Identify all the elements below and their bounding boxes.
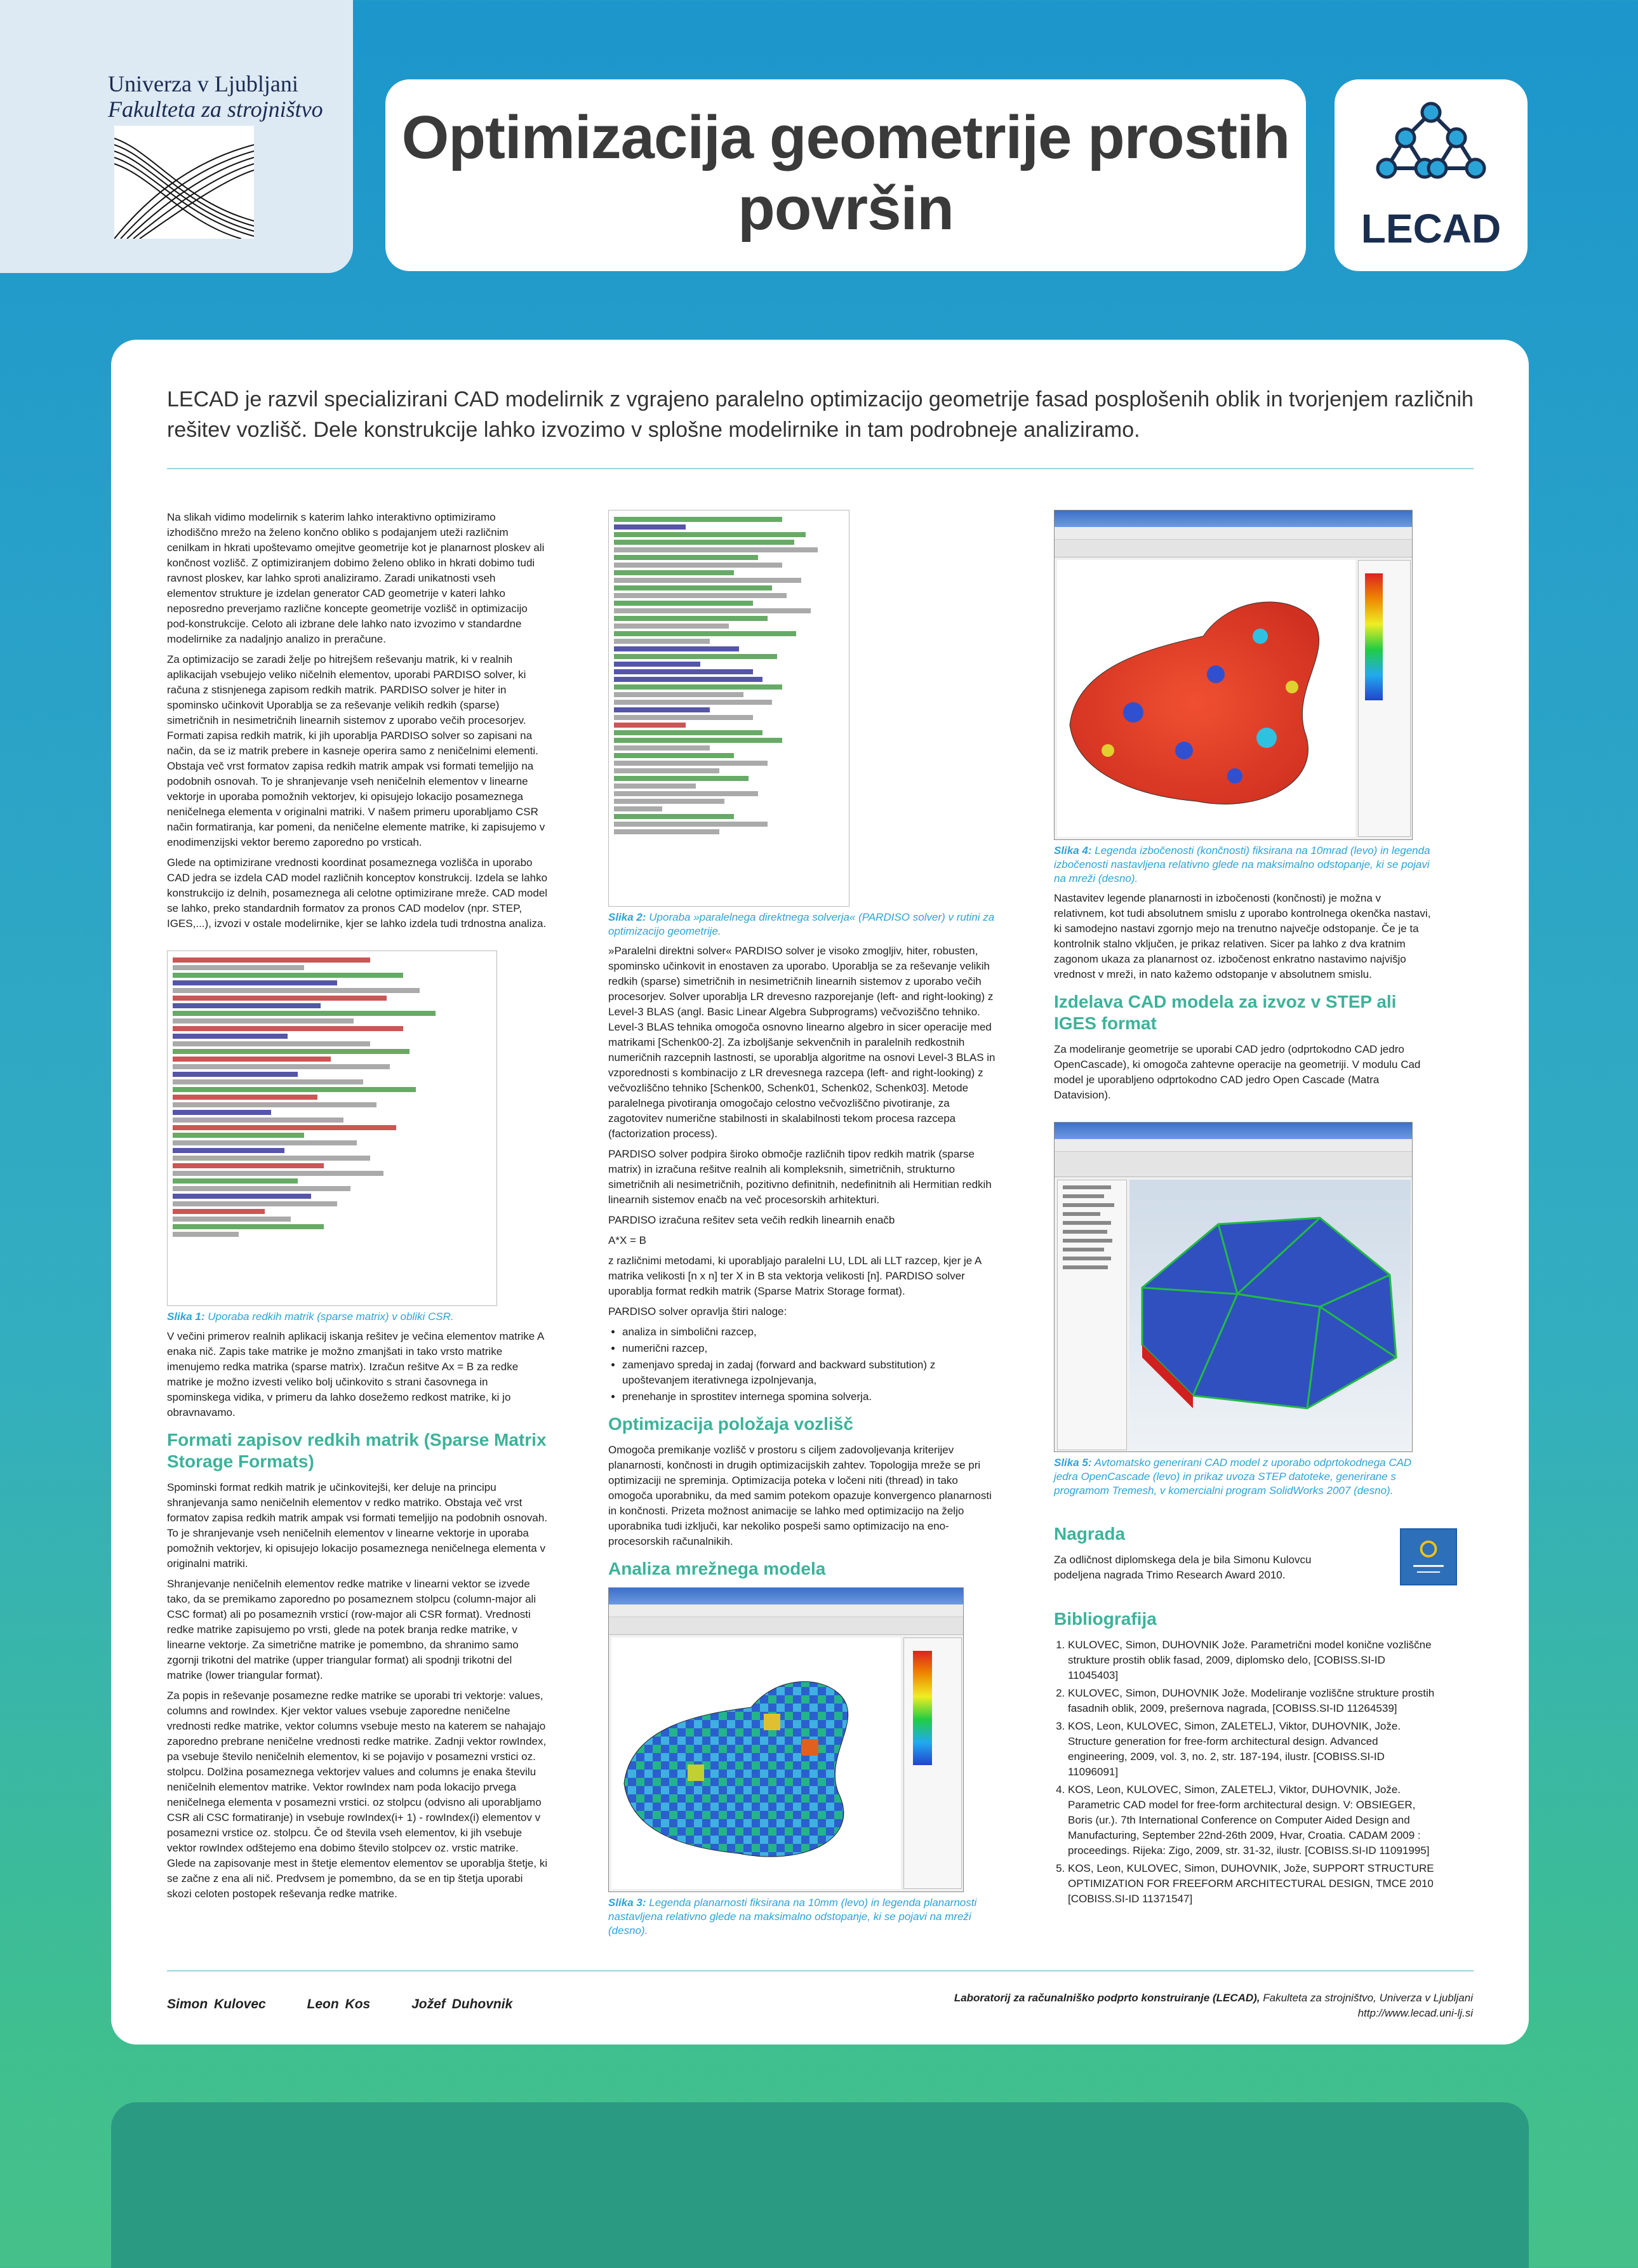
figure-2-caption xyxy=(608,911,1001,938)
university-panel xyxy=(0,0,353,273)
col2-paragraph-2: PARDISO solver podpira široko območje različnih tipov redkih matrik (sparse matrix) in izračuna rešitve realnih ali kompleksnih, simetričnih, strukturno simetričnih ali nesimetričnih, pozitivno definitnih, nedefinitnih ali Hermitian redkih linearnih sistemov enačb na več procesorskih arhitekturi. xyxy=(608,1148,992,1206)
faculty-line: Fakulteta za strojništvo xyxy=(108,97,323,122)
col1-paragraph-5: Spominski format redkih matrik je učinkovitejši, ker deluje na principu shranjevanja samo neničelnih elementov v redko matriko. Obstaja več vrst formatov zapisa redkih matrik ampak vsi formati temeljijo na podobnih osnovah. To je shranjevanje vseh neničelnih elementov v linearne vektorje in uporaba pomožnih vektorjev, ki opisujejo lokacijo posameznega neničelnega elementa v originalni matriki. xyxy=(167,1481,548,1570)
university-name xyxy=(108,71,324,122)
figure-4-number: Slika 4: xyxy=(1054,844,1092,857)
column-3 xyxy=(1054,510,1435,1909)
figure-4-caption xyxy=(1054,844,1435,886)
title-panel xyxy=(385,79,1306,271)
list-item: • prenehanje in sprostitev internega spomina solverja. xyxy=(622,1389,1001,1404)
mesh-analysis-screenshot xyxy=(608,1587,964,1892)
figure-5-text: Avtomatsko generirani CAD model z uporabo odprtokodnega CAD jedra OpenCascade (levo) in prikaz uvoza STEP datoteke, generirane s programom Tremesh, v komercialni program SolidWorks 2007 (desno). xyxy=(1054,1457,1412,1497)
heading-bibliography: Bibliografija xyxy=(1054,1609,1157,1629)
heading-formats: Formati zapisov redkih matrik (Sparse Matrix Storage Formats) xyxy=(167,1430,547,1471)
list-item: 4. KOS, Leon, KULOVEC, Simon, ZALETELJ, Viktor, DUHOVNIK, Jože. Parametric CAD model for free-form architectural design. V: OBSIEGER, Boris (ur.). 7th International Conference on Computer Aided Design and Manufacturing, September 22nd-26th 2009, Hvar, Croatia. CADAM 2009 : proceedings. Rijeka: Zigo, 2009, str. 31-32, ilustr. [COBISS.SI-ID 11091995] xyxy=(1068,1782,1435,1858)
figure-1-number: Slika 1: xyxy=(167,1311,205,1323)
figure-3-caption xyxy=(608,1896,1001,1938)
solidworks-screenshot xyxy=(1054,1122,1413,1452)
list-item: 3. KOS, Leon, KULOVEC, Simon, ZALETELJ, Viktor, DUHOVNIK, Jože. Structure generation for free-form architectural design. Advanced engineering, 2009, vol. 3, no. 2, str. 187-194, ilustr. [COBISS.SI-ID 11096091] xyxy=(1068,1719,1435,1780)
lab-institution: Fakulteta za strojništvo, Univerza v Ljubljani xyxy=(1260,1992,1473,2004)
heading-mesh-analysis: Analiza mrežnega modela xyxy=(608,1559,826,1578)
university-line: Univerza v Ljubljani xyxy=(108,71,298,97)
col1-paragraph-2: Za optimizacijo se zaradi želje po hitrejšem reševanju matrik, ki v realnih aplikacijah vsebujejo veliko ničelnih elementov, uporabi PARDISO solver, ki računa z stisnjenega zapisom redkih matrik. PARDISO solver je hiter in spominsko učinkovit Uporablja se za reševanje velikih redkih (sparse) simetričnih in nesimetričnih linearnih sistemov z uporabo večih procesorjev. Formati zapisa redkih matrik, ki jih uporablja PARDISO solver so zapisani na način, da se iz matrik prebere in kasneje operira samo z neničelnimi elementi. Obstaja več vrst formatov zapisa redkih matrik ampak vsi formati temeljijo na podobnih osnovah. To je shranjevanje vseh neničelnih elementov v linearne vektorje in uporaba pomožnih vektorjev, ki opisujejo lokacijo posameznega neničelnega elementa v originalni matriki. V našem primeru uporabljamo CSR način formatiranja, kar pomeni, da neničelne elemente matrike, ki zapisujemo v enodimenzijski vektor beremo zaporedno po vrsticah. xyxy=(167,653,545,848)
column-1 xyxy=(167,510,548,1907)
figure-5-number: Slika 5: xyxy=(1054,1457,1092,1469)
author-name: Simon Kulovec xyxy=(167,1997,266,2011)
lecad-logo-panel xyxy=(1335,79,1528,271)
bottom-panel xyxy=(111,2102,1529,2268)
figure-3-number: Slika 3: xyxy=(608,1897,646,1909)
column-2 xyxy=(608,510,1001,1943)
figure-4-text: Legenda izbočenosti (končnosti) fiksirana na 10mrad (levo) in legenda izbočenosti nastavljena relativno glede na maksimalno odstopanje, ki se pojavi na mreži (desno). xyxy=(1054,844,1430,884)
col3-paragraph-1: Nastavitev legende planarnosti in izbočenosti (končnosti) je možna v relativnem, kot tudi absolutnem smislu z uporabo kontrolnega okenčka nastavi, ki samodejno nastavi zgornjo mejo na trenutno največje odstopanje. Če je ta kontrolnik stalno vključen, je prikaz relativen. Sicer pa lahko z dva kratnim zagonom ukaza za planarnost oz. izbočenost enkratno nastavimo najvišjo vrednost v mreži, in nato kažemo odstopanje v absolutnem smislu. xyxy=(1054,892,1431,980)
page-title: Optimizacija geometrije prostih površin xyxy=(401,103,1290,243)
equation: A*X = B xyxy=(608,1234,647,1246)
planarity-mesh-icon xyxy=(611,1638,901,1889)
top-divider xyxy=(167,468,1474,469)
bibliography-list xyxy=(1068,1638,1435,1907)
main-content xyxy=(111,340,1529,2045)
list-item: 1. KULOVEC, Simon, DUHOVNIK Jože. Parametrični model konične vozliščne strukture prostih oblik fasad, 2009, diplomsko delo, [COBISS.SI-ID 11045403] xyxy=(1068,1638,1435,1683)
figure-3-text: Legenda planarnosti fiksirana na 10mm (levo) in legenda planarnosti nastavljena relativno glede na maksimalno odstopanje, ki se pojavi na mreži (desno). xyxy=(608,1897,977,1937)
trimo-award-logo-icon xyxy=(1400,1528,1457,1585)
col1-paragraph-1: Na slikah vidimo modelirnik s katerim lahko interaktivno optimiziramo izhodiščno mrežo na želeno končno obliko s podajanjem uteži različnim cenilkam in hkrati upoštevamo omejitve geometrije kot je planarnost ploskev ali končnost vozlišč. Z optimiziranjem dobimo želeno obliko in hkrati dobimo tudi ravnost ploskev, kar lahko sproti analiziramo. Zaradi unikatnosti vseh elementov strukture je izdelan generator CAD geometrije v kateri lahko neposredno preverjamo različne koncepte geometrije vozlišč in optimizacijo pod-konstrukcije. Celoto ali izbrane dele lahko nato izvozimo v standardne modelirnike za nadaljnjo analizo in preračune. xyxy=(167,511,545,645)
heading-node-optimization: Optimizacija položaja vozlišč xyxy=(608,1414,853,1434)
list-item: 2. KULOVEC, Simon, DUHOVNIK Jože. Modeliranje vozliščne strukture prostih fasadnih oblik, 2009, prešernova nagrada, [COBISS.SI-ID 11264539] xyxy=(1068,1686,1435,1716)
figure-2-text: Uporaba »paralelnega direktnega solverja« (PARDISO solver) v rutini za optimizacijo geometrije. xyxy=(608,911,995,937)
col2-paragraph-1: »Paralelni direktni solver« PARDISO solver je visoko zmogljiv, hiter, robusten, spominsko učinkovit in enostaven za uporabo. Uporablja se za reševanje velikih redkih (sparse) simetričnih in nesimetričnih linearnih sistemov z uporabo večih procesorjev. Solver uporablja LR drevesno razporejanje (left- and right-looking) z Level-3 BLAS (angl. Basic Linear Algebra Subprograms) večvoziščno tehniko. Level-3 BLAS tehnika omogoča osnovno linearno algebro in sicer operacije med matrikami [Schenk00-2]. Za izboljšanje sekvenčnih in paralelnih redkostnih numeričnih razcepnih lastnosti, se uporablja algoritme na osnovi Level-3 BLAS in vzporednosti s kombinacijo z LR drevesnega razcepa (left- and right-looking) z večvozliščno tehniko [Schenk00, Schenk01, Schenk02, Schenk03]. Metode paralelnega pivotiranja omogočajo celostno večvozliščno pivotiranje, za zagotovitev numerične stabilnosti in skalabilnosti tekom procesa razcepa (factorization process). xyxy=(608,945,995,1140)
author-name: Leon Kos xyxy=(307,1997,371,2011)
col3-paragraph-2: Za modeliranje geometrije se uporabi CAD jedro (odprtokodno CAD jedro OpenCascade), ki omogoča zahtevne operacije na geometriji. V modulu Cad model je uporabljeno odprtokodno CAD jedro Open Cascade (Matra Datavision). xyxy=(1054,1043,1421,1101)
lab-url[interactable]: http://www.lecad.uni-lj.si xyxy=(1357,2007,1473,2019)
lab-affiliation xyxy=(954,1991,1473,2021)
list-item: • numerični razcep, xyxy=(622,1341,1001,1356)
award-text: Za odličnost diplomskega dela je bila Simonu Kulovcu podeljena nagrada Trimo Research Award 2010. xyxy=(1054,1554,1312,1581)
cad-model-icon xyxy=(1129,1180,1411,1450)
figure-5-caption xyxy=(1054,1456,1435,1498)
col1-paragraph-4: V večini primerov realnih aplikacij iskanja rešitev je večina elementov matrike A enaka nič. Zapis take matrike je možno zmanjšati in tako vrsto matrike imenujemo redka matrika (sparse matrix). Izračun rešitve Ax = B za redke matrike je možno izvesti veliko bolj učinkovito s strani časovnega in spominskega vidika, v primeru da lahko dosežemo redkost matrike, ki jo obravnavamo. xyxy=(167,1330,544,1418)
code-listing-figure-1 xyxy=(167,951,497,1306)
solver-task-list xyxy=(622,1324,1001,1404)
col2-paragraph-3: PARDISO izračuna rešitev seta večih redkih linearnih enačb xyxy=(608,1214,895,1226)
lecad-logo-text: LECAD xyxy=(1361,206,1502,251)
figure-2-number: Slika 2: xyxy=(608,911,646,923)
col2-paragraph-4: z različnimi metodami, ki uporabljajo paralelni LU, LDL ali LLT razcep, kjer je A matrika velikosti [n x n] ter X in B sta vektorja velikosti [n]. PARDISO solver uporablja format redkih matrik (Sparse Matrix Storage format). xyxy=(608,1255,982,1297)
col1-paragraph-6: Shranjevanje neničelnih elementov redke matrike v linearni vektor se izvede tako, da se premikamo zaporedno po posameznem stolpcu (column-major ali CSC format) ali po posameznih vrsticí (row-major ali CSR format). Vrednosti redke matrike zapisujemo po vrsti, glede na potek branja redke matrike, v linearne vektorje. Za simetrične matrike je pomembno, da shranimo samo zgornji trikotni del matrike (upper triangular format) ali spodnji trikotni del matrike (lower triangular format). xyxy=(167,1578,536,1681)
bottom-divider xyxy=(167,1970,1474,1971)
list-item: • analiza in simbolični razcep, xyxy=(622,1324,1001,1340)
authors xyxy=(167,1997,547,2012)
university-logo-icon xyxy=(114,126,254,239)
col1-paragraph-3: Glede na optimizirane vrednosti koordinat posameznega vozlišča in uporabo CAD jedra se izdela CAD model različnih konceptov konstrukcij. Izdela se lahko konstrukcijo iz delnih, posameznega ali celotne optimizirane mreže. CAD model se lahko, preko standardnih formatov za pronos CAD modelov (npr. STEP, IGES,...), izvozi v ostale modelirnike, kjer se lahko izdela tudi trdnostna analiza. xyxy=(167,857,548,930)
list-item: • zamenjavo spredaj in zadaj (forward and backward substitution) z upoštevanjem iterativnega izpolnjevanja, xyxy=(622,1357,1001,1388)
lecad-network-icon xyxy=(1373,98,1489,206)
heading-cad-export: Izdelava CAD modela za izvoz v STEP ali IGES format xyxy=(1054,992,1397,1033)
author-name: Jožef Duhovnik xyxy=(411,1997,513,2011)
list-item: 5. KOS, Leon, KULOVEC, Simon, DUHOVNIK, Jože, SUPPORT STRUCTURE OPTIMIZATION FOR FREEFORM ARCHITECTURAL DESIGN, TMCE 2010 [COBISS.SI-ID 11371547] xyxy=(1068,1861,1435,1907)
col2-paragraph-5: PARDISO solver opravlja štiri naloge: xyxy=(608,1305,787,1317)
lab-name: Laboratorij za računalniško podprto konstruiranje (LECAD), xyxy=(954,1992,1260,2004)
code-listing-figure-2 xyxy=(608,510,849,907)
convexity-screenshot xyxy=(1054,510,1413,840)
heading-award: Nagrada xyxy=(1054,1524,1126,1544)
figure-1-text: Uporaba redkih matrik (sparse matrix) v obliki CSR. xyxy=(204,1311,454,1323)
col1-paragraph-7: Za popis in reševanje posamezne redke matrike se uporabi tri vektorje: values, columns and rowIndex. Kjer vektor values vsebuje zaporedne neničelne vrednosti redke matrike, vektor columns vsebuje mesto na katerem se nahajajo zaporedno prebrane neničelne vrednosti redke matrike. Zadnji vektor rowIndex, pa vsebuje število neničelnih elementov, ki se pojavijo v posamezni vrstici oz. stolpcu. Dolžina posameznega vektorjev values and columns je enaka številu neničelnih elementov matrike. Vektor rowIndex nam poda lokacijo prvega neničelnega elementa v posamezni vrstici. oz stolpcu (odvisno ali uporabljamo CSR ali CSC formatiranje) in vsebuje rowIndex(i+ 1) - rowIndex(i) elementov v posamezni vrstice oz. stolpcu. Če od števila vseh elementov, ki jih vsebuje vektor rowIndex odštejemo ena dobimo število stolpcev oz. vrstic matrike. Glede na zapisovanje mest in štetje elementov elementov se uporablja štetje, ki se začne z ena ali nič. Predvsem je pomembno, da se en tip štetja uporabi skozi celoten postopek reševanja redke matrike. xyxy=(167,1690,548,1900)
col2-paragraph-6: Omogoča premikanje vozlišč v prostoru s ciljem zadovoljevanja kriterijev planarnosti, končnosti in drugih optimizacijskih zahtev. Topologija mreže se pri optimizaciji ne spreminja. Optimizacija poteka v ločeni niti (thread) in tako omogoča uporabniku, da med samim potekom opazuje konvergenco planarnosti in končnosti. Prizeta možnost animacije se lahko med optimizacijo na željo uporabnika tudi izključi, kar nekoliko pospeši samo optimizacijo na eno-procesorskih računalnikih. xyxy=(608,1444,992,1547)
convexity-model-icon xyxy=(1057,560,1355,837)
figure-1-caption xyxy=(167,1310,548,1324)
intro-text: LECAD je razvil specializirani CAD modelirnik z vgrajeno paralelno optimizacijo geometrije fasad posplošenih oblik in tvorjenjem različnih rešitev vozlišč. Dele konstrukcije lahko izvozimo v splošne modelirnike in tam podrobneje analiziramo. xyxy=(167,387,1474,442)
